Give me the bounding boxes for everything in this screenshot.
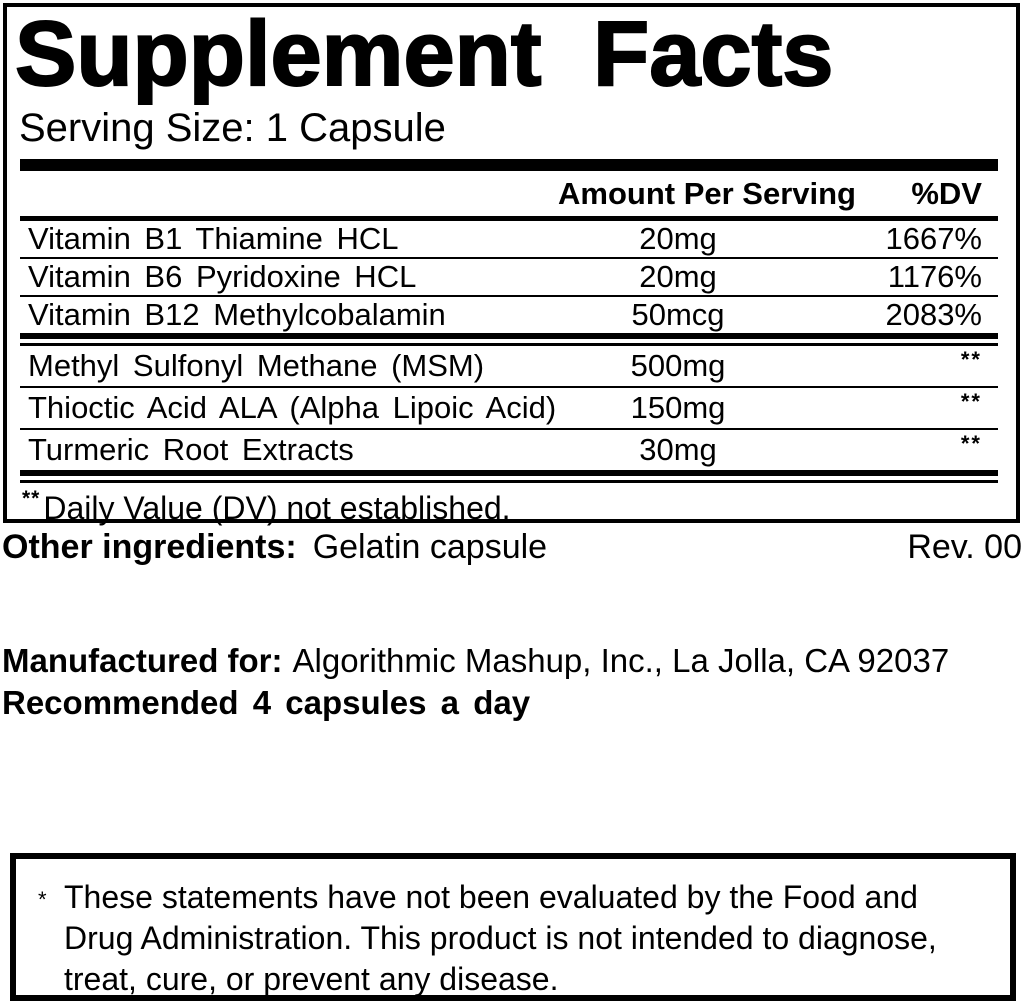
ingredient-dv-asterisks: ** [960, 347, 982, 372]
revision-number: Rev. 00 [907, 528, 1022, 566]
disclaimer [38, 877, 992, 1000]
ingredient-name: Turmeric Root Extracts [28, 432, 354, 467]
disclaimer-marker: * [38, 887, 47, 912]
other-ingredients-label: Other ingredients: [2, 528, 297, 566]
ingredient-name: Methyl Sulfonyl Methane (MSM) [28, 348, 485, 383]
manufactured-line [2, 642, 949, 680]
table-row [20, 221, 998, 259]
ingredient-name: Vitamin B1 Thiamine HCL [28, 221, 399, 256]
ingredient-dv: 1176% [887, 259, 982, 294]
ingredient-amount: 30mg [639, 432, 717, 467]
manufactured-label: Manufactured for: [2, 642, 283, 679]
ingredient-name: Thioctic Acid ALA (Alpha Lipoic Acid) [28, 390, 557, 425]
table-header-row [20, 171, 998, 216]
serving-size: Serving Size: 1 Capsule [19, 106, 446, 150]
ingredient-dv: 1667% [885, 221, 982, 256]
supplement-facts-panel [3, 3, 1020, 526]
column-header-amount: Amount Per Serving [558, 175, 856, 211]
recommended-line: Recommended 4 capsules a day [2, 684, 531, 721]
manufactured-value: Algorithmic Mashup, Inc., La Jolla, CA 92037 [292, 642, 950, 679]
ingredient-dv: 2083% [885, 297, 982, 332]
ingredient-amount: 500mg [630, 348, 726, 383]
divider-section [20, 333, 998, 346]
ingredient-dv-asterisks: ** [960, 389, 982, 414]
ingredient-amount: 20mg [639, 259, 717, 294]
divider-top-thick [20, 159, 998, 171]
other-ingredients-value: Gelatin capsule [312, 528, 548, 566]
ingredient-amount: 50mcg [631, 297, 725, 332]
footnote-text: Daily Value (DV) not established. [43, 490, 511, 526]
table-row [20, 259, 998, 297]
footnote-marker: ** [22, 487, 41, 510]
ingredient-amount: 150mg [630, 390, 726, 425]
other-compound-rows-group [20, 346, 998, 470]
divider-section [20, 470, 998, 483]
disclaimer-box [10, 853, 1016, 1001]
disclaimer-text: These statements have not been evaluated by the Food and Drug Administration. This product is not intended to diagnose, treat, cure, or prevent any disease. [64, 879, 937, 997]
ingredient-dv-asterisks: ** [960, 431, 982, 456]
column-header-dv: %DV [911, 175, 982, 211]
ingredient-amount: 20mg [639, 221, 717, 256]
table-row [20, 346, 998, 388]
facts-table [20, 159, 998, 526]
vitamin-rows-group [20, 221, 998, 333]
ingredient-name: Vitamin B12 Methylcobalamin [28, 297, 446, 332]
table-row [20, 388, 998, 430]
other-ingredients-line [2, 527, 1022, 567]
table-row [20, 297, 998, 333]
panel-title: Supplement Facts [15, 3, 834, 105]
table-row [20, 430, 998, 470]
footnote [20, 483, 998, 526]
ingredient-name: Vitamin B6 Pyridoxine HCL [28, 259, 417, 294]
